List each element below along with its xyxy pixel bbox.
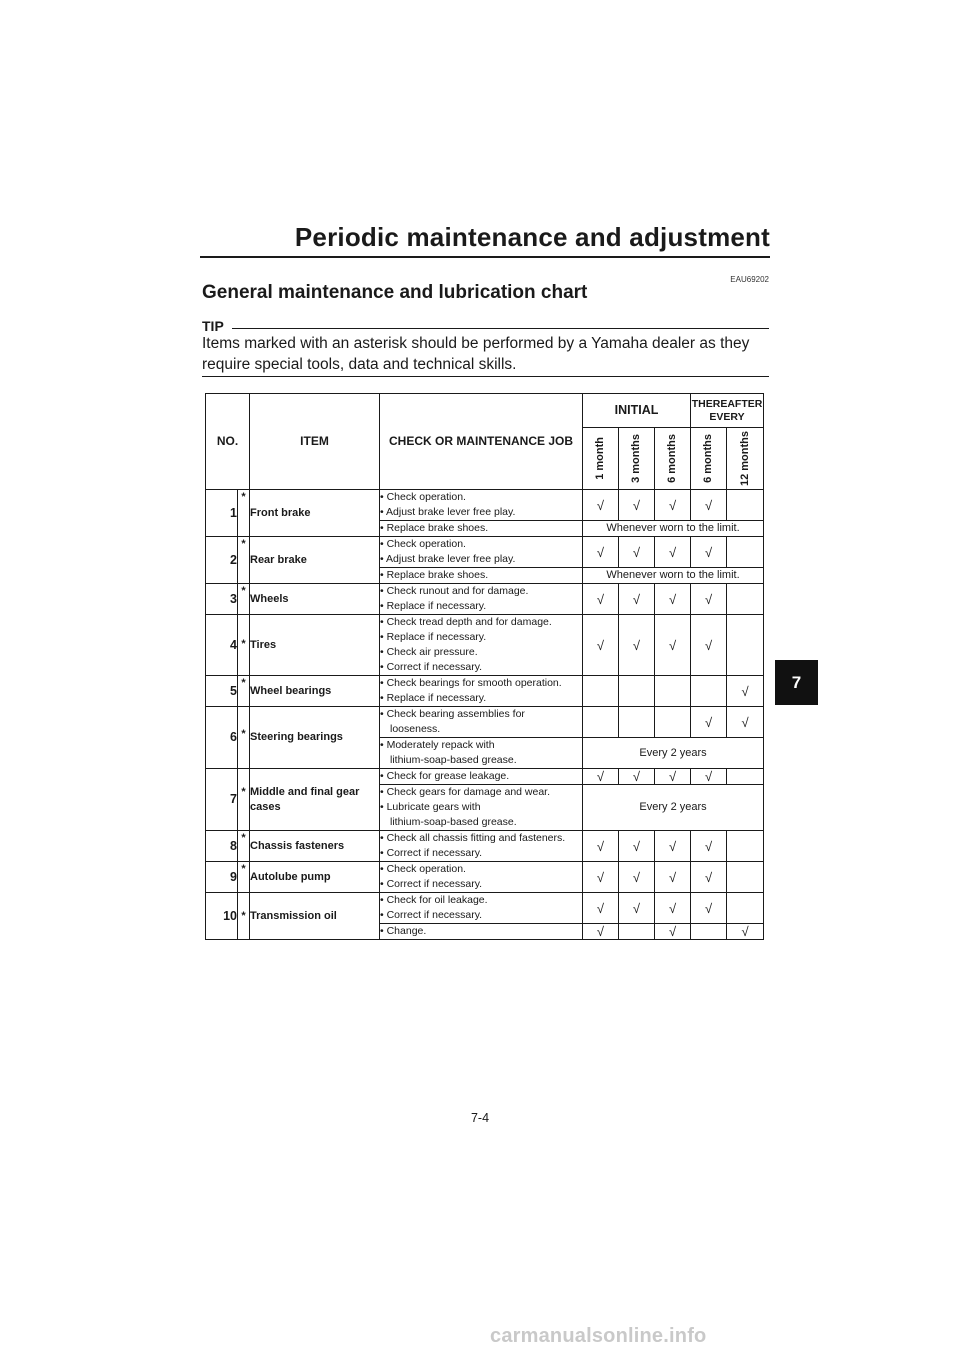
job-line: • Check operation. [380, 863, 466, 875]
header-job: CHECK OR MAINTENANCE JOB [380, 394, 583, 490]
check-mark: √ [583, 584, 619, 615]
table-row [206, 862, 764, 893]
chapter-tab: 7 [775, 660, 818, 705]
check-mark: √ [691, 615, 727, 676]
empty-cell [727, 490, 764, 521]
item-name: Steering bearings [250, 707, 380, 769]
job-description [380, 615, 583, 676]
item-name: Middle and final gear cases [250, 769, 380, 831]
empty-cell [727, 615, 764, 676]
header-interval-1: 1 month [583, 428, 619, 490]
dealer-asterisk: * [238, 769, 250, 831]
item-name: Wheel bearings [250, 676, 380, 707]
job-description [380, 785, 583, 831]
job-line: • Correct if necessary. [380, 847, 483, 859]
row-number: 1 [206, 490, 238, 537]
job-description [380, 537, 583, 568]
job-description [380, 490, 583, 521]
empty-cell [619, 707, 655, 738]
interval-note: Every 2 years [583, 738, 764, 769]
empty-cell [727, 831, 764, 862]
row-number: 7 [206, 769, 238, 831]
item-name: Chassis fasteners [250, 831, 380, 862]
check-mark: √ [655, 769, 691, 785]
table-row [206, 584, 764, 615]
dealer-asterisk: * [238, 584, 250, 615]
job-line: • Check for grease leakage. [380, 770, 510, 782]
check-mark: √ [619, 537, 655, 568]
job-line: • Moderately repack with [380, 739, 495, 751]
job-description [380, 584, 583, 615]
item-name: Wheels [250, 584, 380, 615]
empty-cell [619, 924, 655, 940]
check-mark: √ [619, 831, 655, 862]
check-mark: √ [583, 537, 619, 568]
check-mark: √ [655, 862, 691, 893]
check-mark: √ [691, 769, 727, 785]
check-mark: √ [655, 584, 691, 615]
table-row [206, 769, 764, 785]
maintenance-chart [205, 393, 764, 940]
job-description [380, 521, 583, 537]
tip-label: TIP [202, 318, 224, 334]
job-description [380, 831, 583, 862]
check-mark: √ [691, 707, 727, 738]
check-mark: √ [583, 769, 619, 785]
job-description [380, 893, 583, 924]
header-item: ITEM [250, 394, 380, 490]
check-mark: √ [691, 893, 727, 924]
empty-cell [727, 769, 764, 785]
job-description [380, 676, 583, 707]
item-name: Tires [250, 615, 380, 676]
dealer-asterisk: * [238, 862, 250, 893]
job-line: • Correct if necessary. [380, 878, 483, 890]
header-thereafter-line1: THEREAFTER [691, 397, 763, 410]
dealer-asterisk: * [238, 615, 250, 676]
empty-cell [727, 537, 764, 568]
check-mark: √ [619, 584, 655, 615]
section-heading: General maintenance and lubrication chart [202, 282, 588, 303]
header-interval-4: 6 months [691, 428, 727, 490]
check-mark: √ [655, 893, 691, 924]
check-mark: √ [727, 924, 764, 940]
header-no: NO. [206, 394, 250, 490]
table-row [206, 615, 764, 676]
job-line: • Check operation. [380, 538, 466, 550]
row-number: 6 [206, 707, 238, 769]
job-line: lithium-soap-based grease. [390, 816, 517, 828]
row-number: 9 [206, 862, 238, 893]
job-line: • Check bearings for smooth operation. [380, 677, 562, 689]
check-mark: √ [583, 924, 619, 940]
job-line: • Check all chassis fitting and fasteners. [380, 832, 566, 844]
empty-cell [583, 707, 619, 738]
row-number: 5 [206, 676, 238, 707]
job-description [380, 769, 583, 785]
job-line: lithium-soap-based grease. [390, 754, 517, 766]
dealer-asterisk: * [238, 490, 250, 537]
table-row [206, 490, 764, 521]
job-description [380, 568, 583, 584]
check-mark: √ [619, 769, 655, 785]
check-mark: √ [691, 831, 727, 862]
job-line: • Check for oil leakage. [380, 894, 488, 906]
interval-note: Whenever worn to the limit. [583, 568, 764, 584]
job-line: looseness. [390, 723, 441, 735]
job-description [380, 707, 583, 738]
tip-bottom-rule [202, 376, 769, 377]
check-mark: √ [583, 862, 619, 893]
dealer-asterisk: * [238, 537, 250, 584]
check-mark: √ [655, 831, 691, 862]
job-line: • Adjust brake lever free play. [380, 506, 516, 518]
page-number: 7-4 [470, 1111, 490, 1125]
check-mark: √ [583, 893, 619, 924]
item-name: Autolube pump [250, 862, 380, 893]
job-description [380, 738, 583, 769]
check-mark: √ [583, 615, 619, 676]
header-interval-2: 3 months [619, 428, 655, 490]
job-line: • Replace if necessary. [380, 631, 487, 643]
row-number: 10 [206, 893, 238, 940]
table-row [206, 707, 764, 738]
table-row [206, 893, 764, 924]
job-line: • Check gears for damage and wear. [380, 786, 551, 798]
header-thereafter [691, 394, 764, 428]
check-mark: √ [583, 490, 619, 521]
row-number: 8 [206, 831, 238, 862]
job-description [380, 862, 583, 893]
check-mark: √ [619, 490, 655, 521]
empty-cell [655, 676, 691, 707]
item-name: Rear brake [250, 537, 380, 584]
check-mark: √ [619, 893, 655, 924]
job-line: • Correct if necessary. [380, 909, 483, 921]
check-mark: √ [655, 490, 691, 521]
job-line: • Adjust brake lever free play. [380, 553, 516, 565]
dealer-asterisk: * [238, 831, 250, 862]
empty-cell [691, 924, 727, 940]
check-mark: √ [727, 676, 764, 707]
job-line: • Check bearing assemblies for [380, 708, 525, 720]
job-line: • Check runout and for damage. [380, 585, 529, 597]
check-mark: √ [583, 831, 619, 862]
table-row [206, 676, 764, 707]
empty-cell [691, 676, 727, 707]
dealer-asterisk: * [238, 893, 250, 940]
watermark: carmanualsonline.info [490, 1325, 707, 1347]
job-line: • Check operation. [380, 491, 466, 503]
job-line: • Replace if necessary. [380, 600, 487, 612]
check-mark: √ [619, 615, 655, 676]
job-line: • Change. [380, 925, 427, 937]
job-line: • Lubricate gears with [380, 801, 481, 813]
check-mark: √ [619, 862, 655, 893]
table-row [206, 537, 764, 568]
empty-cell [655, 707, 691, 738]
check-mark: √ [655, 537, 691, 568]
table-row [206, 831, 764, 862]
interval-note: Every 2 years [583, 785, 764, 831]
job-line: • Replace brake shoes. [380, 569, 489, 581]
tip-text: Items marked with an asterisk should be performed by a Yamaha dealer as they require special tools, data and technical skills. [202, 335, 750, 373]
dealer-asterisk: * [238, 676, 250, 707]
job-line: • Correct if necessary. [380, 661, 483, 673]
job-line: • Check air pressure. [380, 646, 478, 658]
check-mark: √ [691, 584, 727, 615]
header-interval-5: 12 months [727, 428, 764, 490]
check-mark: √ [727, 707, 764, 738]
empty-cell [583, 676, 619, 707]
header-initial: INITIAL [583, 394, 691, 428]
interval-note: Whenever worn to the limit. [583, 521, 764, 537]
dealer-asterisk: * [238, 707, 250, 769]
empty-cell [727, 862, 764, 893]
job-description [380, 924, 583, 940]
check-mark: √ [655, 924, 691, 940]
job-line: • Check tread depth and for damage. [380, 616, 552, 628]
check-mark: √ [691, 537, 727, 568]
job-line: • Replace brake shoes. [380, 522, 489, 534]
job-line: • Replace if necessary. [380, 692, 487, 704]
check-mark: √ [691, 862, 727, 893]
page-title: Periodic maintenance and adjustment [294, 222, 770, 252]
check-mark: √ [691, 490, 727, 521]
empty-cell [727, 584, 764, 615]
empty-cell [619, 676, 655, 707]
row-number: 2 [206, 537, 238, 584]
doc-code: EAU69202 [730, 275, 769, 284]
empty-cell [727, 893, 764, 924]
item-name: Front brake [250, 490, 380, 537]
check-mark: √ [655, 615, 691, 676]
tip-rule [232, 328, 769, 329]
row-number: 4 [206, 615, 238, 676]
header-interval-3: 6 months [655, 428, 691, 490]
row-number: 3 [206, 584, 238, 615]
item-name: Transmission oil [250, 893, 380, 940]
title-rule [200, 256, 770, 258]
header-thereafter-line2: EVERY [709, 410, 745, 423]
